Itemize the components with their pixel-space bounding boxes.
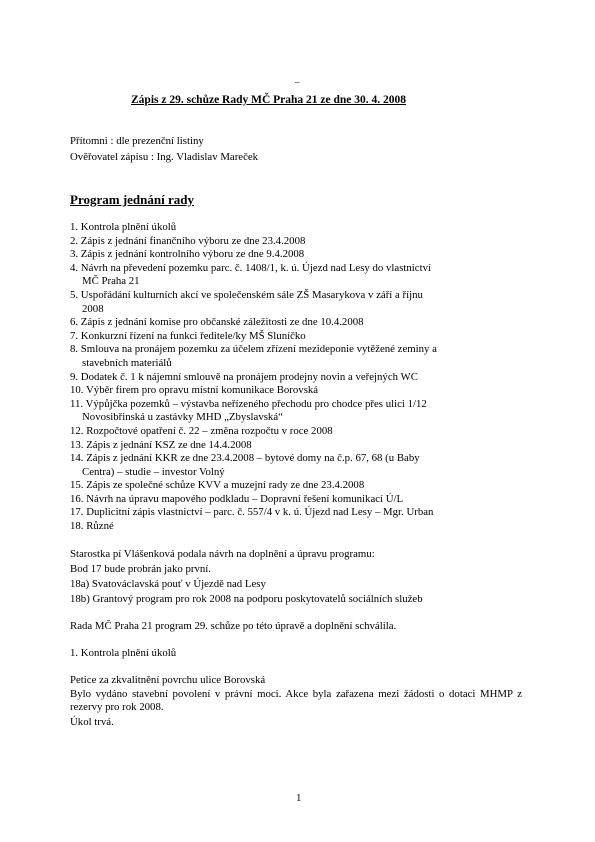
program-item bbox=[70, 248, 522, 262]
program-item bbox=[70, 330, 522, 344]
program-item bbox=[70, 520, 522, 534]
program-item-text: 6. Zápis z jednání komise pro občanské záležitosti ze dne 10.4.2008 bbox=[70, 316, 364, 329]
program-item bbox=[70, 262, 522, 289]
program-item bbox=[70, 343, 522, 370]
program-item-text: 2. Zápis z jednání finančního výboru ze dne 23.4.2008 bbox=[70, 234, 306, 247]
program-item-continuation: Centra) – studie – investor Volný bbox=[82, 465, 225, 478]
document-title: Zápis z 29. schůze Rady MČ Praha 21 ze dne 30. 4. 2008 bbox=[131, 94, 407, 106]
program-item-text: 9. Dodatek č. 1 k nájemní smlouvě na pronájem prodejny novin a veřejných WC bbox=[70, 370, 418, 383]
page-number: 1 bbox=[296, 792, 302, 804]
program-item-text: 8. Smlouva na pronájem pozemku za účelem zřízení mezideponie vytěžené zeminy a bbox=[70, 343, 437, 356]
program-item bbox=[70, 452, 522, 479]
program-item-text: 18. Různé bbox=[70, 520, 114, 533]
program-item-text: 16. Návrh na úpravu mapového podkladu – Dopravní řešení komunikací Ú/L bbox=[70, 492, 404, 505]
section-subheading: Petice za zkvalitnění povrchu ulice Borovská bbox=[70, 674, 266, 686]
amendment-line: 18a) Svatováclavská pouť v Újezdě nad Lesy bbox=[70, 578, 266, 590]
program-item bbox=[70, 384, 522, 398]
program-item-continuation: MČ Praha 21 bbox=[82, 275, 140, 288]
program-list bbox=[70, 221, 522, 534]
program-item bbox=[70, 493, 522, 507]
program-approval: Rada MČ Praha 21 program 29. schůze po této úpravě a doplnění schválila. bbox=[70, 620, 397, 632]
program-item-continuation: stavebních materiálů bbox=[82, 356, 172, 369]
program-item-text: 4. Návrh na převedení pozemku parc. č. 1408/1, k. ú. Újezd nad Lesy do vlastnictví bbox=[70, 261, 431, 274]
amendment-line: Bod 17 bude probrán jako první. bbox=[70, 563, 211, 575]
program-item bbox=[70, 316, 522, 330]
program-item-continuation: 2008 bbox=[82, 302, 104, 315]
program-item bbox=[70, 506, 522, 520]
program-item-text: 1. Kontrola plnění úkolů bbox=[70, 221, 177, 233]
program-item-text: 15. Zápis ze společné schůze KVV a muzejní rady ze dne 23.4.2008 bbox=[70, 479, 365, 492]
program-item-text: 12. Rozpočtové opatření č. 22 – změna rozpočtu v roce 2008 bbox=[70, 424, 333, 437]
program-item-text: 14. Zápis z jednání KKR ze dne 23.4.2008 – bytové domy na č.p. 67, 68 (u Baby bbox=[70, 452, 420, 465]
attendance-verifier: Ověřovatel zápisu : Ing. Vladislav Mareček bbox=[70, 151, 259, 163]
program-item bbox=[70, 425, 522, 439]
program-item bbox=[70, 398, 522, 425]
section-paragraph: Bylo vydáno stavební povolení v právní moci. Akce byla zařazena mezi žádosti o dotaci MHMP z rezervy pro rok 2008. bbox=[70, 688, 522, 714]
program-item-text: 11. Výpůjčka pozemků – výstavba neřízeného přechodu pro chodce přes ulici 1/12 bbox=[70, 397, 427, 410]
program-heading: Program jednání rady bbox=[70, 192, 194, 207]
program-item-text: 7. Konkurzní řízení na funkci ředitele/ky MŠ Sluníčko bbox=[70, 329, 306, 342]
program-item bbox=[70, 235, 522, 249]
section-heading: 1. Kontrola plnění úkolů bbox=[70, 647, 177, 659]
program-item bbox=[70, 439, 522, 453]
program-item bbox=[70, 479, 522, 493]
header-dash: _ bbox=[295, 74, 300, 84]
amendment-line: 18b) Grantový program pro rok 2008 na podporu poskytovatelů sociálních služeb bbox=[70, 593, 423, 605]
program-item-text: 5. Uspořádání kulturních akcí ve společenském sále ZŠ Masarykova v září a říjnu bbox=[70, 288, 423, 301]
program-item-text: 3. Zápis z jednání kontrolního výboru ze dne 9.4.2008 bbox=[70, 248, 305, 261]
amendments-intro: Starostka pí Vlášenková podala návrh na doplnění a úpravu programu: bbox=[70, 548, 375, 560]
program-item-text: 17. Duplicitní zápis vlastnictví – parc. č. 557/4 v k. ú. Újezd nad Lesy – Mgr. Urban bbox=[70, 506, 434, 519]
program-item bbox=[70, 289, 522, 316]
task-status: Úkol trvá. bbox=[70, 716, 114, 728]
program-item bbox=[70, 221, 522, 235]
program-item-text: 13. Zápis z jednání KSZ ze dne 14.4.2008 bbox=[70, 438, 252, 451]
program-item bbox=[70, 371, 522, 385]
program-item-continuation: Novosibřinská u zastávky MHD „Zbyslavská“ bbox=[82, 411, 283, 424]
attendance-present: Přítomni : dle prezenční listiny bbox=[70, 135, 204, 147]
program-item-text: 10. Výběr firem pro opravu místní komunikace Borovská bbox=[70, 384, 319, 397]
